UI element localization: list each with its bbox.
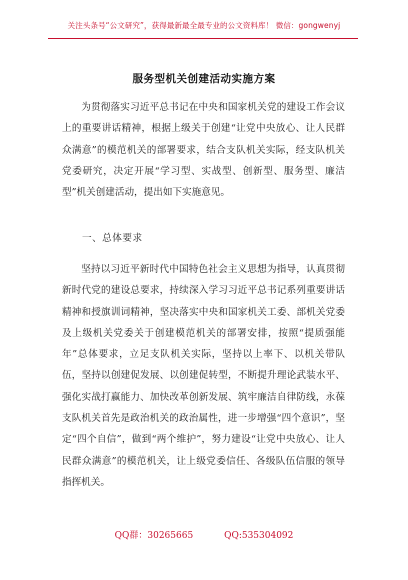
header-divider xyxy=(48,38,358,39)
intro-paragraph: 为贯彻落实习近平总书记在中央和国家机关党的建设工作会议上的重要讲话精神，根据上级关于创建“让党中央放心、让人民群众满意”的模范机关的部署要求，结合支队机关实际，经支队机关党委研究，决定开展“学习型、实战型、创新型、服务型、廉洁型”机关创建活动，提出如下实施意见。 xyxy=(62,102,345,199)
document-title: 服务型机关创建活动实施方案 xyxy=(132,73,276,85)
footer-qq-group: QQ群：30265665 xyxy=(114,531,194,541)
section-paragraph: 坚持以习近平新时代中国特色社会主义思想为指导，认真贯彻新时代党的建设总要求，持续深入学习习近平总书记系列重要讲话精神和授旗训词精神，坚决落实中央和国家机关工委、部机关党委及上级机关党委关于创建模范机关的部署安排，按照“提质强能年”总体要求，立足支队机关实际，坚持以上率下、以机关带队伍，坚持以创建促发展、以创建促转型，不断提升理论武装水平、强化实战打赢能力、加快改革创新发展、筑牢廉洁自律防线，永葆支队机关首先是政治机关的政治属性，进一步增强“四个意识”，坚定“四个自信”，做到“两个维护”，努力建设“让党中央放心、让人民群众满意”的模范机关，让上级党委信任、各级队伍信服的领导指挥机关。 xyxy=(62,264,345,488)
header-banner: 关注头条号“公文研究”，获得最新最全最专业的公文资料库！ 微信：gongwenyj xyxy=(67,21,341,30)
section-heading: 一、总体要求 xyxy=(82,233,143,244)
footer xyxy=(0,528,408,541)
footer-qq-number: QQ:535304092 xyxy=(224,531,294,541)
